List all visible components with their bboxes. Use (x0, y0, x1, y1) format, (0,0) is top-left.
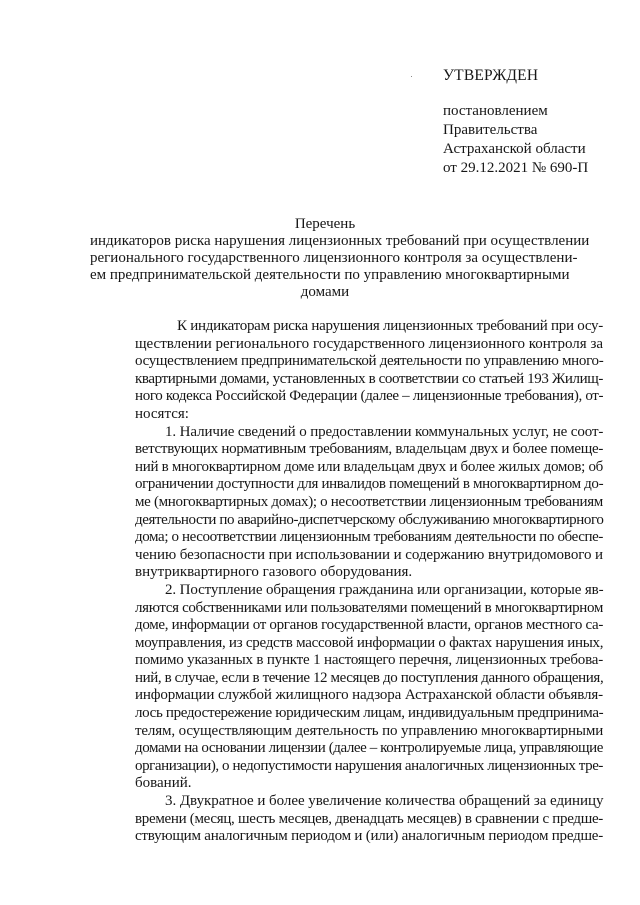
paragraph-line: ного кодекса Российской Федерации (далее – лицензионные требования), от- (135, 388, 604, 405)
paragraph-intro (93, 318, 603, 424)
paragraph-line: 2. Поступление обращения гражданина или организации, которые яв- (165, 581, 604, 598)
paragraph-line: ме (многоквартирных домах); о несоответствии лицензионным требованиям (135, 493, 603, 510)
approval-line: от 29.12.2021 № 690-П (443, 160, 589, 176)
paragraph-line: домами на основании лицензии (далее – контролируемые лица, управляющие (135, 740, 603, 757)
paragraph-line: бований. (135, 775, 192, 792)
paragraph-line: дома; о несоответствии лицензионным требованиям деятельности по обеспе- (135, 529, 603, 546)
paragraph-line: ществлении регионального государственного лицензионного контроля за (135, 335, 603, 352)
paragraph-line: ограничении доступности для инвалидов помещений в многоквартирном до- (135, 476, 604, 493)
approval-line: Астраханской области (443, 141, 586, 157)
paragraph-line: ний в многоквартирном доме или владельцам двух и более жилых домов; об (135, 458, 603, 475)
paragraph-line: чению безопасности при использовании и содержанию внутридомового и (135, 546, 603, 563)
paragraph-line: внутриквартирного газового оборудования. (135, 564, 413, 581)
paragraph-line: осуществлением предпринимательской деятельности по управлению много- (135, 353, 604, 370)
heading-line: ем предпринимательской деятельности по управлению многоквартирными (90, 267, 570, 283)
paragraph-item-1 (93, 424, 603, 582)
paragraph-line: деятельности по аварийно-диспетчерскому обслуживанию многоквартирного (135, 511, 604, 528)
paragraph-line: времени (месяц, шесть месяцев, двенадцать месяцев) в сравнении с предше- (135, 810, 603, 827)
paragraph-line: 3. Двукратное и более увеличение количества обращений за единицу (165, 793, 604, 810)
paragraph-line: носятся: (135, 405, 189, 422)
paragraph-line: доме, информации от органов государственной власти, органов местного са- (135, 617, 604, 634)
paragraph-line: помимо указанных в пункте 1 настоящего перечня, лицензионных требова- (135, 652, 603, 669)
paragraph-line: ляются собственниками или пользователями помещений в многоквартирном (135, 599, 603, 616)
heading-title: Перечень (294, 216, 356, 232)
approval-title: УТВЕРЖДЕН (443, 67, 539, 84)
approval-line: Правительства (443, 122, 538, 138)
paragraph-line: моуправления, из средств массовой информации о фактах нарушения иных, (135, 634, 604, 651)
paragraph-line: телям, осуществляющим деятельность по управлению многоквартирными (135, 722, 604, 739)
approval-stamp (443, 66, 633, 178)
scan-speck (411, 76, 412, 77)
paragraph-item-3 (93, 793, 603, 846)
document-heading (90, 216, 590, 301)
paragraph-line: ний, в случае, если в течение 12 месяцев до поступления данного обращения, (135, 669, 604, 686)
paragraph-line: ствующим аналогичным периодом и (или) аналогичным периодом предше- (135, 828, 603, 845)
heading-line: домами (300, 284, 350, 300)
document-body (93, 318, 603, 846)
paragraph-line: 1. Наличие сведений о предоставлении коммунальных услуг, не соот- (165, 423, 604, 440)
paragraph-line: квартирными домами, установленных в соответствии со статьей 193 Жилищ- (135, 370, 603, 387)
heading-line: регионального государственного лицензионного контроля за осуществлени- (90, 250, 578, 266)
heading-line: индикаторов риска нарушения лицензионных требований при осуществлении (90, 233, 590, 249)
paragraph-item-2 (93, 582, 603, 793)
paragraph-line: ветствующих нормативным требованиям, владельцам двух и более помеще- (135, 441, 604, 458)
paragraph-line: К индикаторам риска нарушения лицензионных требований при осу- (177, 318, 603, 334)
paragraph-line: организации), о недопустимости нарушения аналогичных лицензионных тре- (135, 757, 603, 774)
approval-line: постановлением (443, 103, 548, 119)
paragraph-line: информации службой жилищного надзора Астраханской области объявля- (135, 687, 603, 704)
paragraph-line: лось предостережение юридическим лицам, индивидуальным предпринима- (135, 705, 604, 722)
